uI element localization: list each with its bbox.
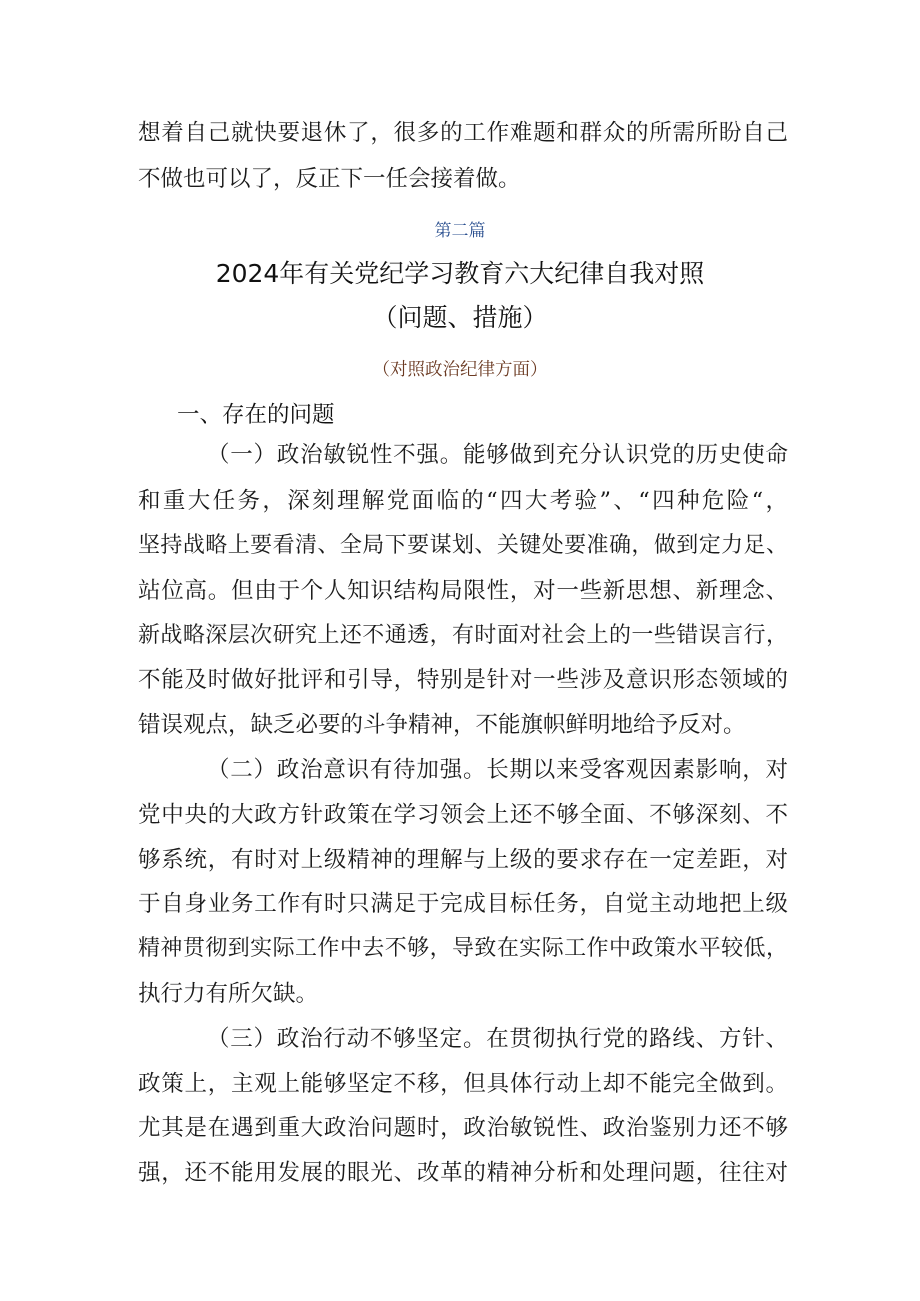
para3-line-3: 尤其是在遇到重大政治问题时，政治敏锐性、政治鉴别力还不够 [138,1115,788,1141]
document-title-line-1: 2024年有关党纪学习教育六大纪律自我对照 [215,259,705,288]
section-label: 第二篇 [434,221,486,241]
document-subtitle: （对照政治纪律方面） [372,360,548,380]
para2-line-5: 精神贯彻到实际工作中去不够，导致在实际工作中政策水平较低， [138,936,788,961]
para1-line-6: 不能及时做好批评和引导，特别是针对一些涉及意识形态领域的 [138,667,788,693]
para2-line-3: 够系统，有时对上级精神的理解与上级的要求存在一定差距，对 [138,847,788,873]
para2-line-6: 执行力有所欠缺。 [138,981,319,1007]
intro-line-2: 不做也可以了，反正下一任会接着做。 [138,166,521,192]
para1-line-4: 站位高。但由于个人知识结构局限性，对一些新思想、新理念、 [138,578,788,604]
para3-line-2: 政策上，主观上能够坚定不移，但具体行动上却不能完全做到。 [138,1071,788,1097]
para1-line-5: 新战略深层次研究上还不通透，有时面对社会上的一些错误言行， [138,623,788,648]
para1-line-1: （一）政治敏锐性不强。能够做到充分认识党的历史使命 [207,442,788,468]
document-title-line-2: （问题、措施） [372,303,548,332]
intro-line-1: 想着自己就快要退休了，很多的工作难题和群众的所需所盼自己 [138,120,788,146]
para1-line-3: 坚持战略上要看清、全局下要谋划、关键处要准确，做到定力足、 [138,533,788,558]
para2-line-4: 于自身业务工作有时只满足于完成目标任务，自觉主动地把上级 [138,891,788,917]
para3-line-4: 强，还不能用发展的眼光、改革的精神分析和处理问题，往往对 [138,1160,788,1186]
para2-line-2: 党中央的大政方针政策在学习领会上还不够全面、不够深刻、不 [138,802,788,828]
para1-line-2: 和重大任务，深刻理解党面临的“四大考验”、“四种危险“， [138,488,788,514]
para3-line-1: （三）政治行动不够坚定。在贯彻执行党的路线、方针、 [207,1026,788,1052]
para1-line-7: 错误观点，缺乏必要的斗争精神，不能旗帜鲜明地给予反对。 [138,712,746,738]
section-heading: 一、存在的问题 [177,402,335,428]
para2-line-1: （二）政治意识有待加强。长期以来受客观因素影响，对 [207,757,788,783]
